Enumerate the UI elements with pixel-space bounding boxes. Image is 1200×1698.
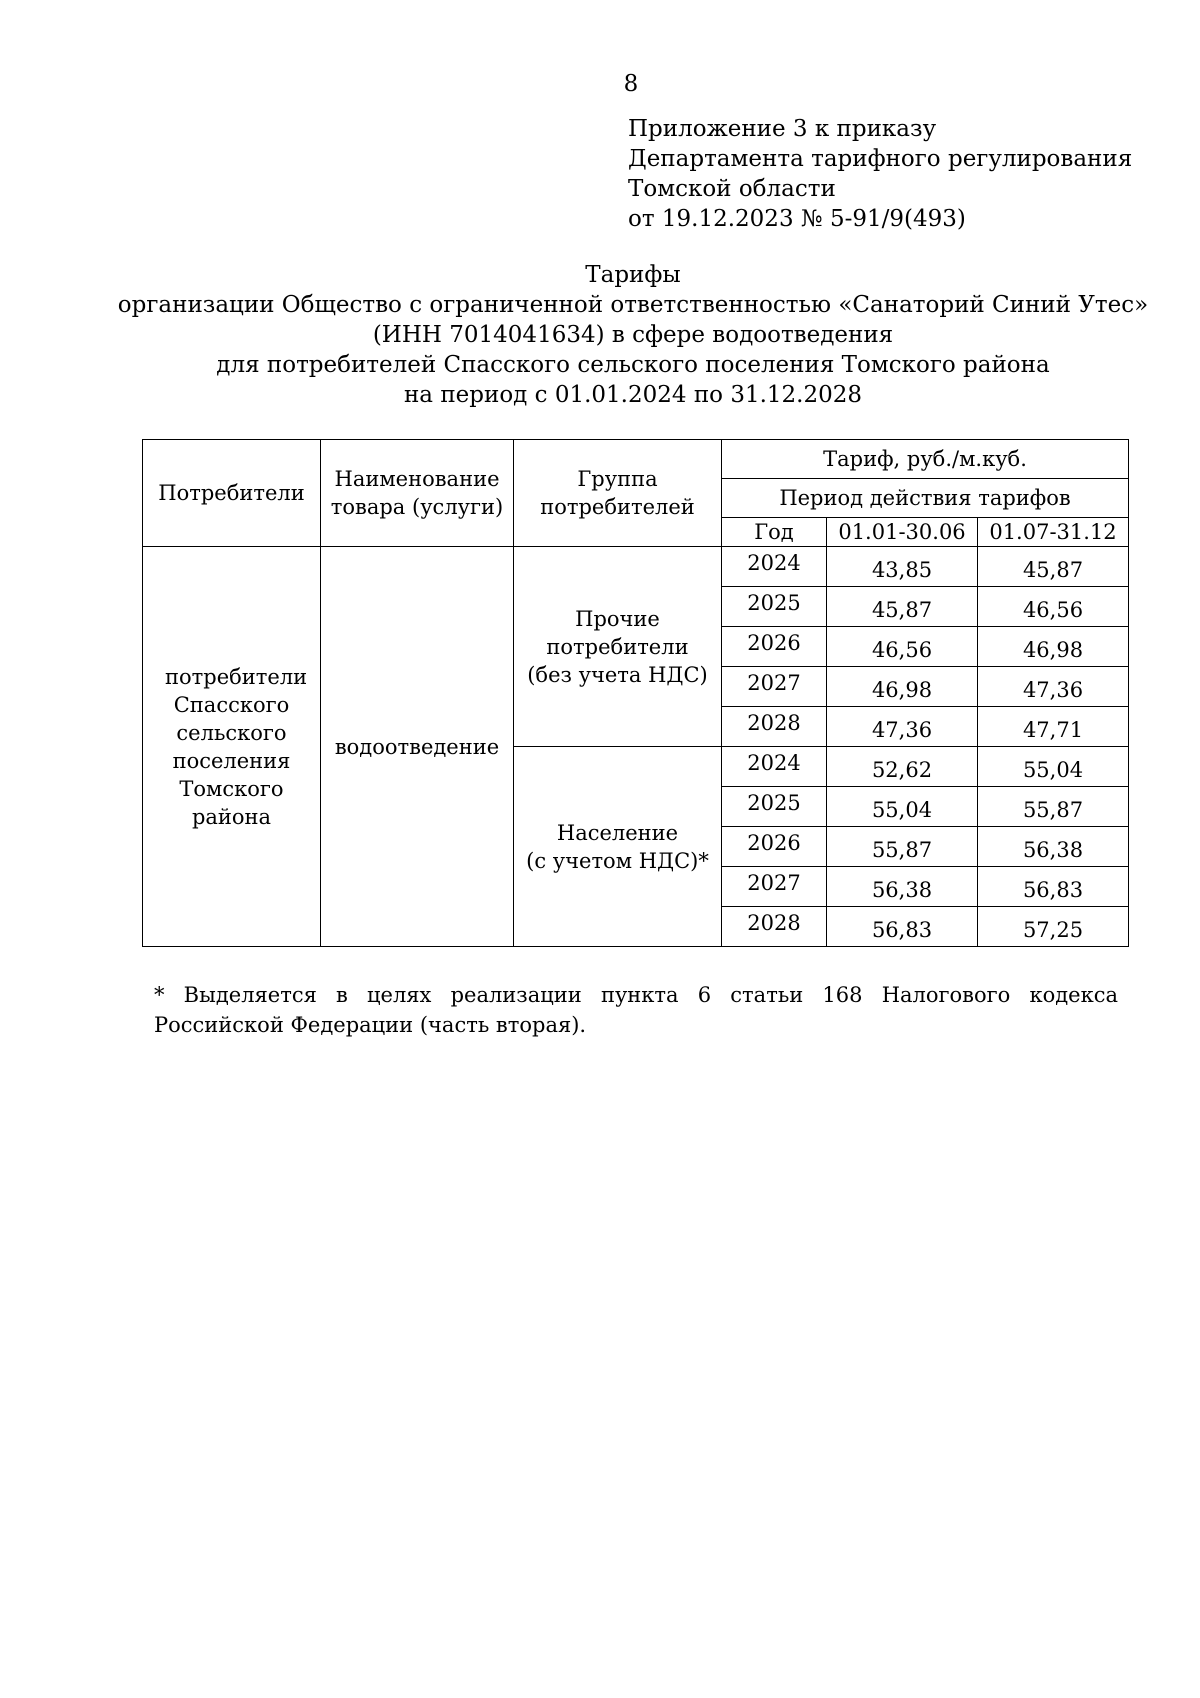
group-name-line: Прочие xyxy=(575,606,660,631)
value-h1-cell: 56,38 xyxy=(827,867,978,907)
value-h2-cell: 45,87 xyxy=(978,547,1129,587)
header-consumers: Потребители xyxy=(143,440,321,547)
value-h2-cell: 56,38 xyxy=(978,827,1129,867)
tariff-table xyxy=(142,439,1129,947)
header-h2: 01.07-31.12 xyxy=(978,518,1129,547)
appendix-line: Томской области xyxy=(628,176,836,202)
value-h1-cell: 43,85 xyxy=(827,547,978,587)
value-h1-cell: 56,83 xyxy=(827,907,978,947)
value-h2-cell: 46,56 xyxy=(978,587,1129,627)
appendix-line: Департамента тарифного регулирования xyxy=(628,146,1133,172)
value-h1-cell: 45,87 xyxy=(827,587,978,627)
consumers-cell: потребители Спасского сельского поселения Томского района xyxy=(143,547,321,947)
value-h1-cell: 55,04 xyxy=(827,787,978,827)
group-name-line: (без учета НДС) xyxy=(527,662,708,687)
value-h1-cell: 47,36 xyxy=(827,707,978,747)
year-cell: 2026 xyxy=(722,627,827,667)
title-line: организации Общество с ограниченной ответственностью «Санаторий Синий Утес» xyxy=(117,292,1149,318)
footnote: * Выделяется в целях реализации пункта 6 статьи 168 Налогового кодекса Российской Федерации (часть вторая). xyxy=(154,983,1118,1037)
group-name-line: (с учетом НДС)* xyxy=(526,848,709,873)
document-title xyxy=(100,260,1166,410)
appendix-line: от 19.12.2023 № 5-91/9(493) xyxy=(628,206,966,232)
header-tariff: Тариф, руб./м.куб. xyxy=(722,440,1129,479)
group-cell xyxy=(514,747,722,947)
page-number: 8 xyxy=(623,71,639,97)
year-cell: 2024 xyxy=(722,547,827,587)
header-group: Группа потребителей xyxy=(514,440,722,547)
service-cell: водоотведение xyxy=(321,547,514,947)
header-h1: 01.01-30.06 xyxy=(827,518,978,547)
value-h1-cell: 55,87 xyxy=(827,827,978,867)
header-period: Период действия тарифов xyxy=(722,479,1129,518)
group-name-line: потребители xyxy=(546,634,689,659)
year-cell: 2024 xyxy=(722,747,827,787)
year-cell: 2025 xyxy=(722,787,827,827)
year-cell: 2027 xyxy=(722,667,827,707)
value-h1-cell: 52,62 xyxy=(827,747,978,787)
year-cell: 2026 xyxy=(722,827,827,867)
year-cell: 2028 xyxy=(722,907,827,947)
group-cell xyxy=(514,547,722,747)
value-h2-cell: 47,71 xyxy=(978,707,1129,747)
header-year: Год xyxy=(722,518,827,547)
year-cell: 2025 xyxy=(722,587,827,627)
value-h2-cell: 57,25 xyxy=(978,907,1129,947)
title-line: (ИНН 7014041634) в сфере водоотведения xyxy=(372,322,894,348)
appendix-line: Приложение 3 к приказу xyxy=(628,116,937,142)
year-cell: 2027 xyxy=(722,867,827,907)
value-h2-cell: 56,83 xyxy=(978,867,1129,907)
appendix-header xyxy=(628,114,1132,234)
value-h1-cell: 46,56 xyxy=(827,627,978,667)
year-cell: 2028 xyxy=(722,707,827,747)
title-line: на период с 01.01.2024 по 31.12.2028 xyxy=(403,382,863,408)
value-h1-cell: 46,98 xyxy=(827,667,978,707)
title-line: Тарифы xyxy=(585,262,681,288)
table-row xyxy=(143,547,1129,587)
title-line: для потребителей Спасского сельского поселения Томского района xyxy=(216,352,1050,378)
table-header-row xyxy=(143,440,1129,479)
value-h2-cell: 55,04 xyxy=(978,747,1129,787)
value-h2-cell: 47,36 xyxy=(978,667,1129,707)
group-name-line: Население xyxy=(556,820,679,845)
value-h2-cell: 46,98 xyxy=(978,627,1129,667)
value-h2-cell: 55,87 xyxy=(978,787,1129,827)
header-service-name: Наименование товара (услуги) xyxy=(321,440,514,547)
